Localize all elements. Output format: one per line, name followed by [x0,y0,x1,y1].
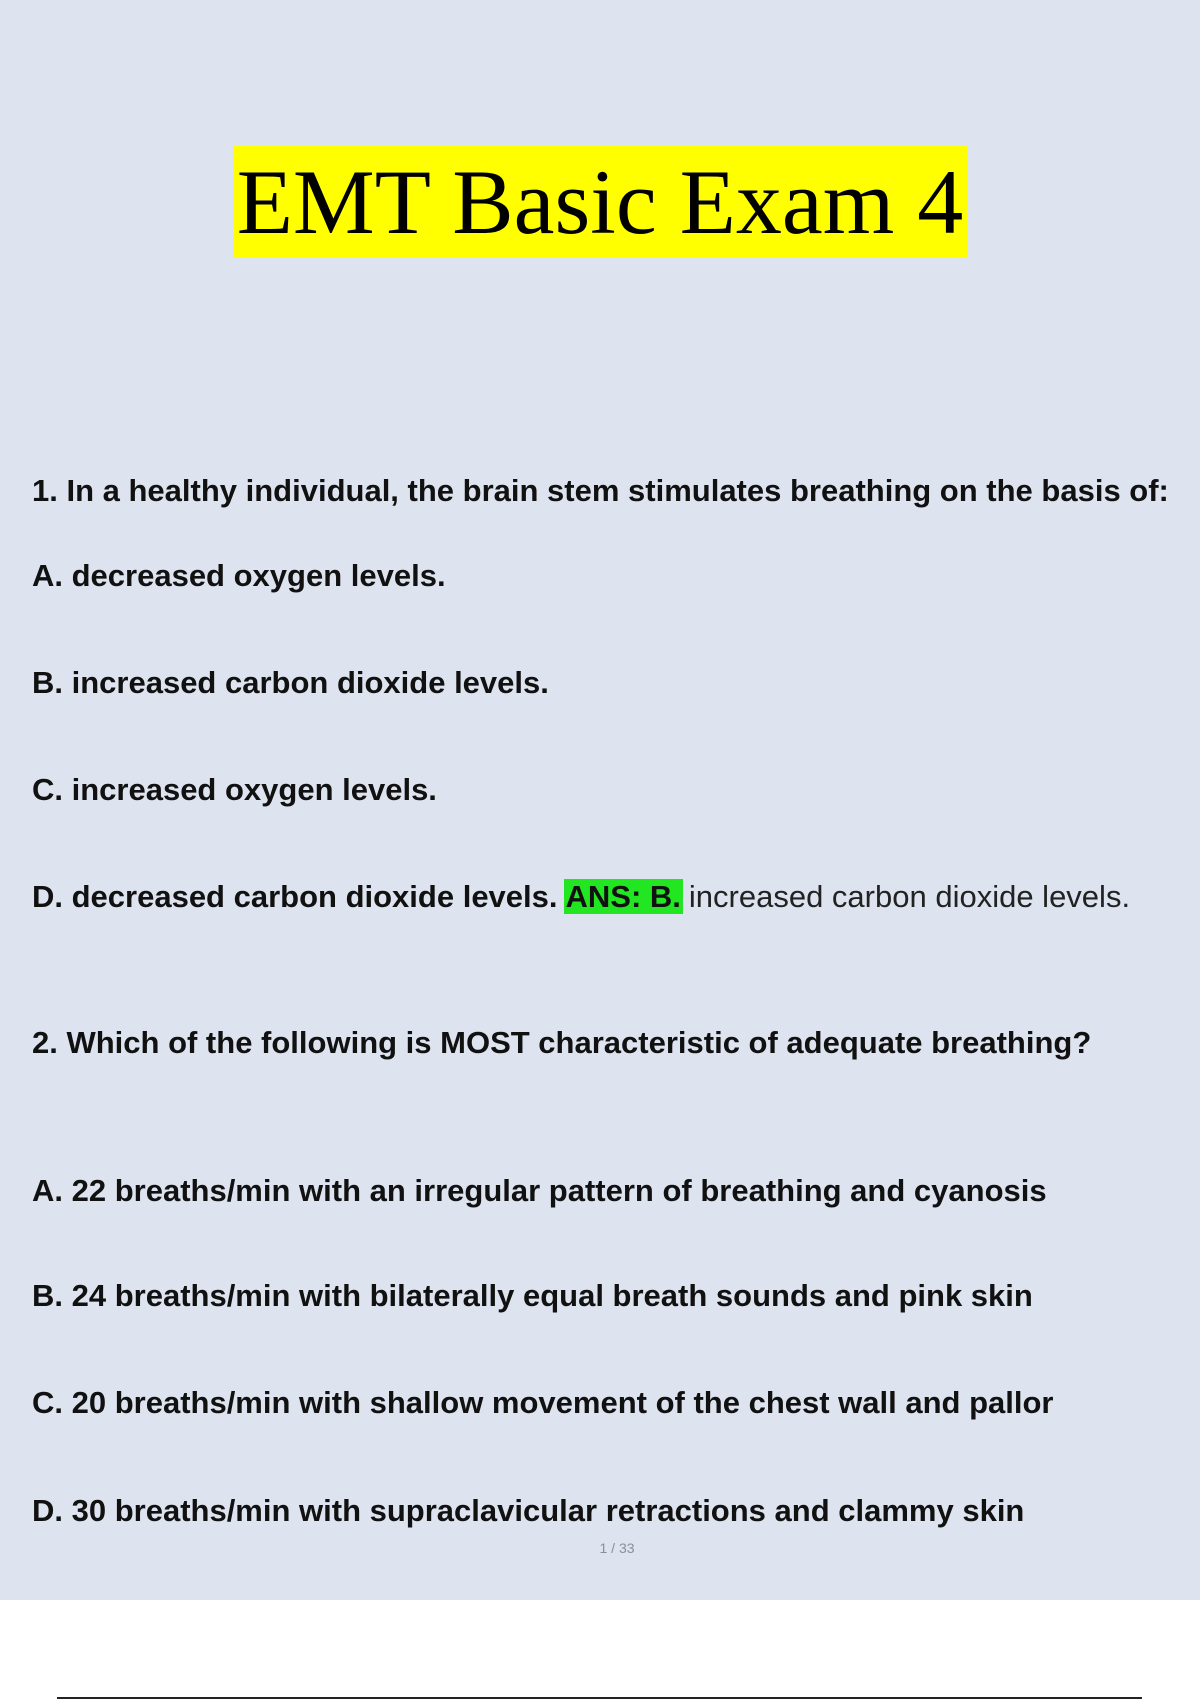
bottom-divider [57,1697,1142,1699]
question-1-stem: 1. In a healthy individual, the brain stem stimulates breathing on the basis of: [32,473,1169,508]
question-2-option-d: D. 30 breaths/min with supraclavicular retractions and clammy skin [32,1493,1025,1528]
question-1-option-d: D. decreased carbon dioxide levels. [32,879,558,914]
document-title: EMT Basic Exam 4 [233,146,968,258]
answer-text: increased carbon dioxide levels. [688,879,1131,914]
question-2-option-c: C. 20 breaths/min with shallow movement of the chest wall and pallor [32,1385,1054,1420]
question-1-option-b: B. increased carbon dioxide levels. [32,665,549,700]
title-container [0,146,1200,258]
question-2-option-a: A. 22 breaths/min with an irregular pattern of breathing and cyanosis [32,1173,1047,1208]
answer-badge: ANS: B. [565,879,681,914]
question-1-option-c: C. increased oxygen levels. [32,772,437,807]
question-2-stem: 2. Which of the following is MOST characteristic of adequate breathing? [32,1025,1092,1060]
page-number: 1 / 33 [599,1540,635,1556]
question-1-option-a: A. decreased oxygen levels. [32,558,446,593]
question-2-option-b: B. 24 breaths/min with bilaterally equal breath sounds and pink skin [32,1278,1033,1313]
question-1-option-d-row [32,877,1130,917]
